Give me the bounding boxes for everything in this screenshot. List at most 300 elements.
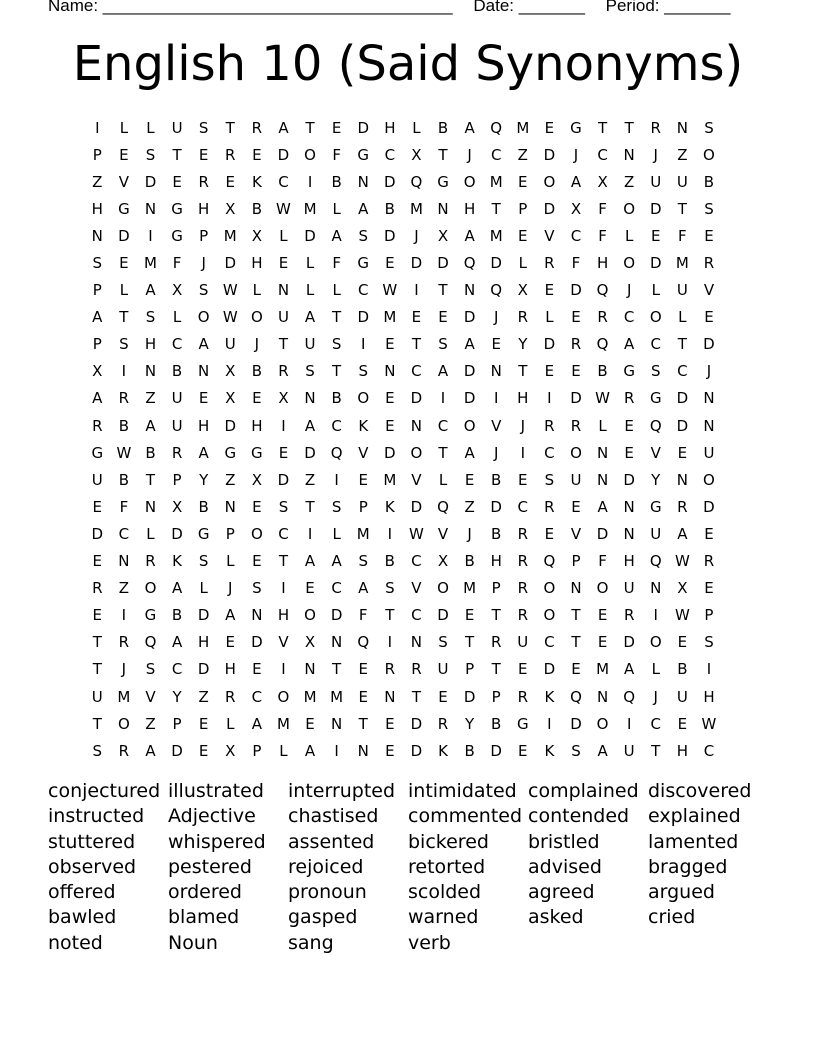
grid-letter: Q bbox=[330, 443, 343, 462]
grid-letter: D bbox=[437, 606, 449, 625]
grid-letter: X bbox=[304, 633, 316, 652]
grid-letter: I bbox=[334, 741, 339, 760]
grid-letter: E bbox=[252, 145, 262, 164]
grid-letter: T bbox=[278, 552, 289, 571]
grid-letter: H bbox=[198, 199, 210, 218]
grid-letter: A bbox=[331, 552, 342, 571]
grid-letter: R bbox=[623, 606, 635, 625]
grid-letter: I bbox=[121, 606, 127, 625]
grid-letter: P bbox=[92, 145, 102, 164]
grid-row bbox=[84, 222, 722, 249]
grid-letter: T bbox=[119, 308, 129, 327]
grid-letter: G bbox=[144, 606, 157, 625]
grid-letter: E bbox=[198, 145, 209, 164]
grid-letter: T bbox=[225, 118, 235, 137]
grid-letter: A bbox=[198, 335, 209, 354]
grid-letter: G bbox=[197, 524, 210, 543]
grid-letter: L bbox=[651, 660, 660, 679]
grid-letter: C bbox=[703, 741, 715, 760]
grid-letter: N bbox=[676, 470, 688, 489]
grid-letter: J bbox=[653, 687, 658, 706]
grid-letter: R bbox=[251, 118, 263, 137]
grid-letter: N bbox=[331, 633, 343, 652]
grid-letter: C bbox=[411, 552, 422, 571]
grid-letter: I bbox=[307, 172, 313, 191]
grid-letter: Q bbox=[543, 552, 556, 571]
grid-letter: B bbox=[331, 389, 342, 408]
grid-letter: E bbox=[358, 470, 368, 489]
grid-letter: T bbox=[92, 633, 102, 652]
grid-letter: J bbox=[414, 226, 419, 245]
grid-row bbox=[84, 195, 722, 222]
grid-row bbox=[84, 737, 722, 764]
grid-letter: E bbox=[385, 416, 395, 435]
grid-letter: K bbox=[438, 741, 448, 760]
grid-letter: M bbox=[409, 199, 423, 218]
grid-letter: L bbox=[226, 714, 235, 733]
grid-letter: B bbox=[171, 362, 183, 381]
grid-letter: Z bbox=[198, 687, 209, 706]
grid-letter: E bbox=[198, 714, 209, 733]
grid-letter: E bbox=[385, 741, 395, 760]
grid-letter: F bbox=[598, 199, 607, 218]
grid-letter: E bbox=[677, 443, 688, 462]
grid-letter: U bbox=[703, 443, 715, 462]
grid-letter: R bbox=[517, 687, 529, 706]
grid-letter: R bbox=[517, 524, 529, 543]
grid-letter: Y bbox=[172, 687, 182, 706]
grid-letter: T bbox=[411, 335, 421, 354]
grid-letter: U bbox=[304, 335, 316, 354]
grid-letter: H bbox=[91, 199, 103, 218]
grid-letter: T bbox=[305, 497, 315, 516]
grid-letter: N bbox=[251, 606, 263, 625]
grid-letter: V bbox=[358, 443, 369, 462]
grid-row bbox=[84, 629, 722, 656]
grid-letter: A bbox=[597, 497, 608, 516]
grid-letter: G bbox=[649, 497, 662, 516]
grid-letter: E bbox=[225, 172, 235, 191]
grid-letter: B bbox=[703, 172, 715, 191]
grid-letter: E bbox=[225, 633, 235, 652]
grid-letter: M bbox=[383, 308, 397, 327]
grid-letter: D bbox=[384, 172, 396, 191]
grid-row bbox=[84, 168, 722, 195]
grid-row bbox=[84, 683, 722, 710]
grid-letter: D bbox=[490, 497, 502, 516]
grid-letter: A bbox=[624, 335, 635, 354]
grid-letter: B bbox=[145, 443, 156, 462]
grid-letter: D bbox=[197, 606, 210, 625]
grid-letter: U bbox=[224, 335, 236, 354]
grid-letter: K bbox=[544, 741, 555, 760]
grid-letter: M bbox=[276, 714, 290, 733]
grid-letter: A bbox=[304, 416, 316, 435]
grid-letter: R bbox=[570, 416, 582, 435]
student-info-header bbox=[48, 0, 746, 16]
grid-letter: R bbox=[677, 497, 688, 516]
grid-letter: M bbox=[117, 687, 131, 706]
grid-letter: U bbox=[91, 687, 103, 706]
grid-letter: E bbox=[92, 497, 103, 516]
grid-letter: S bbox=[198, 281, 209, 300]
grid-letter: R bbox=[411, 660, 422, 679]
grid-letter: L bbox=[172, 308, 182, 327]
grid-letter: Z bbox=[464, 497, 475, 516]
grid-letter: I bbox=[307, 524, 313, 543]
grid-letter: L bbox=[332, 281, 341, 300]
grid-row bbox=[84, 277, 722, 304]
grid-letter: E bbox=[518, 470, 528, 489]
grid-letter: D bbox=[703, 497, 715, 516]
grid-letter: E bbox=[278, 254, 289, 273]
grid-letter: D bbox=[410, 497, 423, 516]
grid-letter: H bbox=[463, 199, 476, 218]
grid-letter: T bbox=[358, 714, 368, 733]
grid-letter: R bbox=[490, 633, 502, 652]
grid-letter: S bbox=[358, 362, 368, 381]
grid-letter: A bbox=[278, 118, 289, 137]
grid-letter: U bbox=[676, 281, 688, 300]
grid-letter: E bbox=[491, 335, 501, 354]
grid-letter: N bbox=[490, 362, 502, 381]
grid-letter: K bbox=[358, 416, 369, 435]
grid-letter: T bbox=[571, 633, 581, 652]
grid-letter: O bbox=[437, 579, 449, 598]
grid-letter: D bbox=[251, 633, 263, 652]
grid-letter: X bbox=[171, 281, 183, 300]
grid-letter: Q bbox=[623, 687, 636, 706]
grid-letter: T bbox=[92, 714, 102, 733]
grid-letter: D bbox=[649, 199, 662, 218]
word-bank-item: bawled bbox=[48, 906, 117, 929]
grid-letter: C bbox=[384, 145, 396, 164]
grid-letter: D bbox=[410, 389, 423, 408]
grid-letter: A bbox=[464, 335, 475, 354]
grid-row bbox=[84, 358, 722, 385]
grid-letter: A bbox=[437, 362, 449, 381]
word-bank-item: conjectured bbox=[48, 780, 161, 802]
grid-letter: D bbox=[171, 741, 183, 760]
grid-letter: I bbox=[547, 389, 552, 408]
grid-letter: U bbox=[623, 741, 635, 760]
grid-letter: M bbox=[489, 172, 503, 191]
grid-letter: A bbox=[92, 308, 103, 327]
grid-letter: V bbox=[491, 416, 502, 435]
grid-letter: K bbox=[384, 497, 395, 516]
grid-letter: E bbox=[704, 524, 714, 543]
word-bank-item: rejoiced bbox=[288, 855, 364, 878]
grid-letter: A bbox=[358, 579, 369, 598]
grid-letter: C bbox=[331, 579, 342, 598]
grid-letter: L bbox=[279, 741, 288, 760]
grid-letter: J bbox=[467, 145, 472, 164]
grid-letter: M bbox=[356, 524, 370, 543]
grid-letter: S bbox=[119, 335, 129, 354]
grid-letter: C bbox=[517, 497, 529, 516]
grid-letter: V bbox=[544, 226, 555, 245]
grid-letter: B bbox=[331, 172, 342, 191]
grid-letter: D bbox=[676, 416, 689, 435]
grid-letter: U bbox=[676, 172, 688, 191]
grid-letter: E bbox=[704, 579, 714, 598]
grid-letter: S bbox=[145, 145, 156, 164]
grid-letter: H bbox=[198, 416, 210, 435]
grid-letter: M bbox=[383, 470, 397, 489]
grid-letter: E bbox=[544, 281, 555, 300]
grid-letter: A bbox=[304, 741, 316, 760]
grid-letter: E bbox=[571, 308, 581, 327]
grid-letter: E bbox=[119, 145, 129, 164]
grid-letter: Q bbox=[596, 335, 609, 354]
grid-letter: A bbox=[171, 633, 183, 652]
grid-letter: E bbox=[544, 524, 555, 543]
grid-letter: U bbox=[91, 470, 103, 489]
grid-letter: B bbox=[491, 524, 502, 543]
grid-letter: D bbox=[224, 254, 237, 273]
grid-letter: D bbox=[277, 145, 290, 164]
grid-letter: H bbox=[676, 741, 688, 760]
grid-letter: C bbox=[411, 606, 422, 625]
grid-letter: L bbox=[119, 118, 129, 137]
grid-letter: E bbox=[571, 362, 581, 381]
grid-letter: Y bbox=[518, 335, 528, 354]
grid-letter: C bbox=[118, 524, 130, 543]
grid-letter: A bbox=[464, 226, 475, 245]
grid-letter: I bbox=[387, 524, 393, 543]
grid-letter: A bbox=[677, 524, 688, 543]
word-bank-item: ordered bbox=[168, 881, 242, 904]
grid-letter: C bbox=[171, 660, 183, 679]
grid-letter: T bbox=[305, 118, 315, 137]
grid-letter: R bbox=[437, 714, 449, 733]
grid-letter: E bbox=[252, 389, 262, 408]
grid-letter: T bbox=[145, 470, 156, 489]
grid-letter: E bbox=[624, 416, 634, 435]
grid-letter: S bbox=[704, 118, 714, 137]
grid-letter: U bbox=[277, 308, 289, 327]
grid-letter: M bbox=[596, 660, 610, 679]
grid-letter: X bbox=[251, 226, 262, 245]
grid-letter: X bbox=[225, 362, 236, 381]
grid-letter: S bbox=[198, 552, 209, 571]
grid-letter: N bbox=[437, 199, 449, 218]
grid-letter: N bbox=[623, 524, 635, 543]
grid-letter: T bbox=[92, 660, 102, 679]
grid-letter: O bbox=[463, 172, 476, 191]
grid-letter: Z bbox=[145, 389, 156, 408]
grid-letter: A bbox=[171, 579, 183, 598]
grid-letter: W bbox=[674, 552, 690, 571]
grid-letter: D bbox=[570, 389, 582, 408]
grid-letter: G bbox=[623, 362, 635, 381]
word-bank-item: illustrated bbox=[168, 780, 264, 802]
grid-letter: P bbox=[491, 579, 501, 598]
grid-letter: U bbox=[570, 470, 582, 489]
grid-letter: T bbox=[465, 633, 475, 652]
grid-letter: Z bbox=[92, 172, 103, 191]
grid-letter: C bbox=[570, 226, 582, 245]
grid-letter: J bbox=[520, 416, 526, 435]
grid-letter: N bbox=[144, 199, 157, 218]
grid-letter: O bbox=[543, 606, 556, 625]
grid-letter: E bbox=[92, 552, 103, 571]
grid-letter: B bbox=[491, 714, 502, 733]
grid-letter: S bbox=[92, 254, 103, 273]
grid-letter: T bbox=[624, 118, 634, 137]
grid-letter: C bbox=[251, 687, 263, 706]
grid-letter: M bbox=[675, 254, 689, 273]
grid-letter: C bbox=[331, 416, 342, 435]
grid-letter: X bbox=[437, 226, 449, 245]
grid-letter: Y bbox=[199, 470, 209, 489]
grid-row bbox=[84, 331, 722, 358]
grid-letter: T bbox=[438, 145, 448, 164]
grid-letter: Z bbox=[517, 145, 528, 164]
grid-letter: S bbox=[331, 335, 342, 354]
grid-letter: E bbox=[198, 741, 209, 760]
grid-letter: P bbox=[172, 714, 182, 733]
grid-letter: Q bbox=[410, 172, 423, 191]
grid-letter: U bbox=[171, 416, 183, 435]
grid-letter: L bbox=[332, 199, 341, 218]
grid-letter: O bbox=[304, 145, 316, 164]
grid-letter: Q bbox=[437, 497, 449, 516]
grid-letter: C bbox=[623, 308, 635, 327]
grid-letter: D bbox=[463, 389, 476, 408]
grid-letter: N bbox=[384, 687, 396, 706]
grid-letter: A bbox=[198, 443, 209, 462]
grid-letter: G bbox=[570, 118, 582, 137]
grid-letter: Q bbox=[490, 118, 503, 137]
grid-letter: M bbox=[516, 118, 530, 137]
grid-letter: L bbox=[598, 416, 607, 435]
grid-letter: R bbox=[145, 552, 156, 571]
grid-letter: U bbox=[650, 172, 662, 191]
grid-letter: X bbox=[677, 579, 688, 598]
grid-letter: N bbox=[703, 416, 715, 435]
grid-letter: D bbox=[410, 714, 423, 733]
grid-letter: R bbox=[384, 660, 396, 679]
grid-letter: D bbox=[197, 660, 210, 679]
grid-letter: T bbox=[332, 362, 342, 381]
grid-letter: A bbox=[624, 660, 635, 679]
grid-letter: A bbox=[145, 281, 156, 300]
grid-letter: J bbox=[653, 145, 658, 164]
grid-letter: C bbox=[650, 714, 661, 733]
grid-letter: F bbox=[678, 226, 687, 245]
grid-letter: D bbox=[410, 741, 423, 760]
grid-letter: S bbox=[145, 660, 156, 679]
grid-letter: O bbox=[463, 416, 476, 435]
grid-letter: P bbox=[92, 335, 102, 354]
grid-letter: J bbox=[573, 145, 579, 164]
word-bank-item: verb bbox=[408, 931, 451, 954]
grid-letter: X bbox=[570, 199, 582, 218]
grid-letter: E bbox=[358, 660, 368, 679]
grid-letter: S bbox=[358, 226, 368, 245]
grid-letter: O bbox=[649, 308, 662, 327]
word-bank bbox=[48, 780, 768, 957]
grid-letter: V bbox=[278, 633, 289, 652]
grid-letter: J bbox=[254, 335, 260, 354]
word-bank-item: instructed bbox=[48, 805, 145, 828]
grid-letter: B bbox=[251, 362, 262, 381]
grid-letter: R bbox=[544, 416, 555, 435]
grid-letter: P bbox=[225, 524, 235, 543]
grid-letter: N bbox=[463, 281, 476, 300]
grid-letter: R bbox=[517, 579, 529, 598]
grid-letter: D bbox=[596, 524, 609, 543]
grid-letter: C bbox=[437, 416, 449, 435]
grid-letter: W bbox=[222, 281, 238, 300]
grid-letter: G bbox=[91, 443, 104, 462]
grid-letter: S bbox=[544, 470, 555, 489]
grid-letter: I bbox=[148, 226, 153, 245]
grid-letter: O bbox=[570, 443, 582, 462]
grid-letter: D bbox=[623, 470, 635, 489]
grid-row bbox=[84, 304, 722, 331]
grid-row bbox=[84, 412, 722, 439]
grid-letter: G bbox=[224, 443, 237, 462]
grid-letter: P bbox=[465, 660, 475, 679]
grid-letter: L bbox=[146, 118, 155, 137]
grid-letter: E bbox=[119, 254, 129, 273]
grid-letter: T bbox=[411, 687, 421, 706]
grid-letter: P bbox=[172, 470, 182, 489]
word-bank-item: commented bbox=[408, 805, 523, 828]
grid-letter: V bbox=[411, 579, 422, 598]
grid-letter: D bbox=[384, 443, 396, 462]
grid-row bbox=[84, 141, 722, 168]
grid-row bbox=[84, 710, 722, 737]
grid-letter: D bbox=[543, 199, 556, 218]
grid-letter: R bbox=[597, 308, 608, 327]
grid-letter: J bbox=[201, 254, 206, 273]
grid-letter: U bbox=[171, 389, 183, 408]
grid-letter: L bbox=[438, 470, 448, 489]
grid-letter: R bbox=[517, 308, 529, 327]
word-bank-item: retorted bbox=[408, 855, 486, 878]
word-bank-item: advised bbox=[528, 855, 602, 878]
grid-letter: N bbox=[676, 118, 688, 137]
grid-letter: Q bbox=[649, 416, 662, 435]
grid-letter: L bbox=[651, 281, 660, 300]
grid-letter: X bbox=[597, 172, 608, 191]
grid-letter: R bbox=[623, 389, 635, 408]
grid-letter: C bbox=[490, 145, 502, 164]
grid-letter: O bbox=[277, 687, 290, 706]
grid-letter: S bbox=[198, 118, 209, 137]
grid-letter: E bbox=[597, 633, 608, 652]
grid-letter: I bbox=[361, 335, 366, 354]
word-bank-item: sang bbox=[288, 931, 334, 954]
grid-letter: C bbox=[278, 524, 289, 543]
grid-row bbox=[84, 466, 722, 493]
grid-letter: H bbox=[144, 335, 157, 354]
grid-letter: P bbox=[92, 281, 102, 300]
grid-letter: I bbox=[414, 281, 419, 300]
grid-letter: B bbox=[198, 497, 209, 516]
grid-letter: Z bbox=[225, 470, 236, 489]
grid-letter: R bbox=[171, 443, 183, 462]
grid-letter: Q bbox=[490, 281, 503, 300]
grid-letter: T bbox=[571, 606, 581, 625]
grid-letter: D bbox=[623, 633, 635, 652]
grid-letter: Z bbox=[145, 714, 156, 733]
grid-letter: S bbox=[438, 633, 448, 652]
grid-letter: N bbox=[596, 470, 609, 489]
